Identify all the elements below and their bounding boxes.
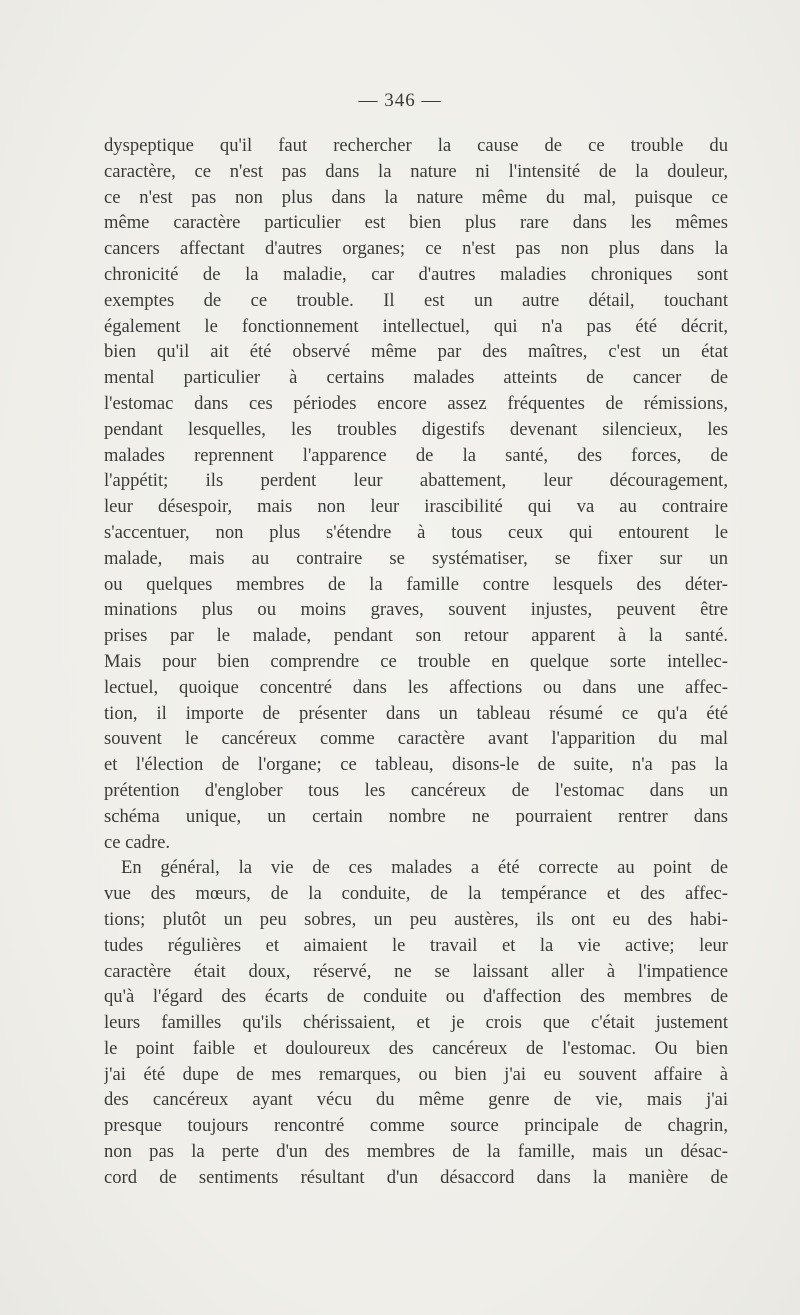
text-line: ou quelques membres de la famille contre lesquels des déter- [104,573,728,595]
text-line: également le fonctionnement intellectuel, qui n'a pas été décrit, [104,315,728,337]
text-line: minations plus ou moins graves, souvent injustes, peuvent être [104,599,728,621]
text-line: presque toujours rencontré comme source principale de chagrin, [104,1115,728,1137]
text-line: exemptes de ce trouble. Il est un autre détail, touchant [104,289,728,311]
body-text [104,133,728,1191]
text-line: pendant lesquelles, les troubles digestifs devenant silencieux, les [104,418,728,440]
text-line: leur désespoir, mais non leur irascibilité qui va au contraire [104,496,728,518]
text-line: ce n'est pas non plus dans la nature même du mal, puisque ce [104,186,728,208]
text-line: schéma unique, un certain nombre ne pourraient rentrer dans [104,805,728,827]
text-line: caractère, ce n'est pas dans la nature ni l'intensité de la douleur, [104,160,728,182]
text-line: tions; plutôt un peu sobres, un peu austères, ils ont eu des habi- [104,908,728,930]
text-line: l'estomac dans ces périodes encore assez fréquentes de rémissions, [104,392,728,414]
text-line: le point faible et douloureux des cancéreux de l'estomac. Ou bien [104,1037,728,1059]
page-number: — 346 — [358,90,442,111]
text-line: l'appétit; ils perdent leur abattement, leur découragement, [104,470,728,492]
text-line: et l'élection de l'organe; ce tableau, disons-le de suite, n'a pas la [104,754,728,776]
text-line: qu'à l'égard des écarts de conduite ou d'affection des membres de [104,986,728,1008]
text-line: chronicité de la maladie, car d'autres maladies chroniques sont [104,263,728,285]
text-line: cord de sentiments résultant d'un désaccord dans la manière de [104,1166,728,1188]
text-line: même caractère particulier est bien plus rare dans les mêmes [104,212,728,234]
text-line: leurs familles qu'ils chérissaient, et je crois que c'était justement [104,1012,728,1034]
text-line: En général, la vie de ces malades a été correcte au point de [121,857,728,879]
text-line: prétention d'englober tous les cancéreux de l'estomac dans un [104,779,728,801]
text-line: des cancéreux ayant vécu du même genre de vie, mais j'ai [104,1089,728,1111]
text-line: Mais pour bien comprendre ce trouble en quelque sorte intellec- [104,650,728,672]
text-line: malade, mais au contraire se systématiser, se fixer sur un [104,547,728,569]
text-line: lectuel, quoique concentré dans les affections ou dans une affec- [104,676,728,698]
text-line: tion, il importe de présenter dans un tableau résumé ce qu'a été [104,702,728,724]
text-line: tudes régulières et aimaient le travail et la vie active; leur [104,934,728,956]
text-line: souvent le cancéreux comme caractère avant l'apparition du mal [104,728,728,750]
text-line: malades reprennent l'apparence de la santé, des forces, de [104,444,728,466]
text-line: ce cadre. [104,831,171,853]
text-line: s'accentuer, non plus s'étendre à tous ceux qui entourent le [104,521,728,543]
text-line: vue des mœurs, de la conduite, de la tempérance et des affec- [104,883,728,905]
text-line: non pas la perte d'un des membres de la famille, mais un désac- [104,1141,728,1163]
text-line: dyspeptique qu'il faut rechercher la cause de ce trouble du [104,135,728,156]
text-line: cancers affectant d'autres organes; ce n'est pas non plus dans la [104,238,728,260]
text-line: bien qu'il ait été observé même par des maîtres, c'est un état [104,341,728,363]
text-line: j'ai été dupe de mes remarques, ou bien j'ai eu souvent affaire à [104,1063,728,1085]
text-line: mental particulier à certains malades atteints de cancer de [104,367,728,389]
text-line: caractère était doux, réservé, ne se laissant aller à l'impatience [104,960,728,982]
text-line: prises par le malade, pendant son retour apparent à la santé. [104,625,728,647]
